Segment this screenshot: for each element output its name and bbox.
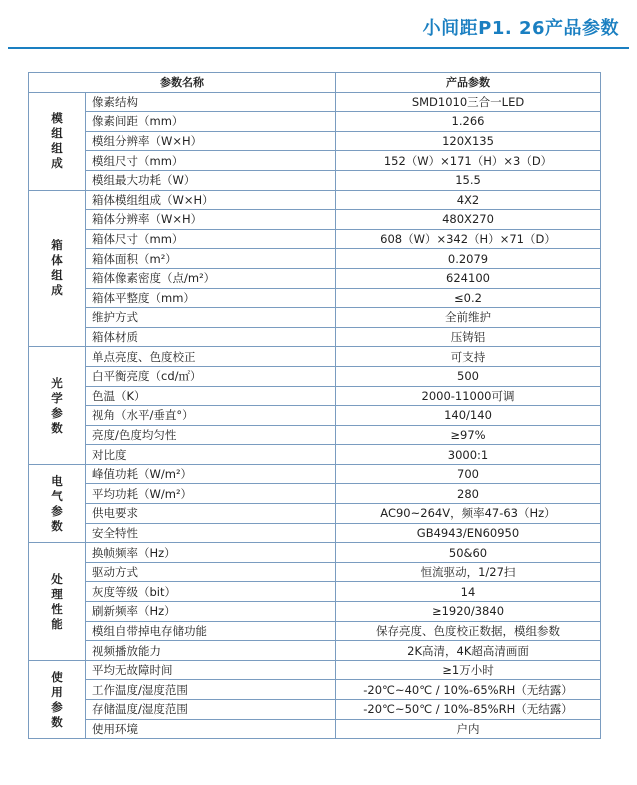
table-row [29,131,601,151]
param-name-cell: 箱体像素密度（点/m²） [86,268,336,288]
param-name-cell: 箱体面积（m²） [86,249,336,269]
header-param-name: 参数名称 [29,73,336,93]
param-name-cell: 白平衡亮度（cd/㎡） [86,366,336,386]
param-name-cell: 维护方式 [86,308,336,328]
table-row [29,327,601,347]
param-value-cell: ≥97% [336,425,601,445]
param-name-cell: 像素结构 [86,92,336,112]
param-value-cell: 压铸铝 [336,327,601,347]
table-row [29,308,601,328]
group-label-cell [29,464,86,542]
table-row [29,288,601,308]
param-value-cell: 120X135 [336,131,601,151]
param-name-cell: 驱动方式 [86,562,336,582]
param-name-cell: 亮度/色度均匀性 [86,425,336,445]
param-name-cell: 平均无故障时间 [86,660,336,680]
table-row [29,680,601,700]
param-value-cell: ≤0.2 [336,288,601,308]
param-name-cell: 视角（水平/垂直°） [86,406,336,426]
group-label: 光学参数 [51,375,63,435]
param-name-cell: 刷新频率（Hz） [86,602,336,622]
param-name-cell: 换帧频率（Hz） [86,543,336,563]
param-value-cell: 140/140 [336,406,601,426]
param-name-cell: 供电要求 [86,504,336,524]
header-product-param: 产品参数 [336,73,601,93]
group-label: 电气参数 [51,473,63,533]
table-row [29,112,601,132]
param-name-cell: 箱体模组组成（W×H） [86,190,336,210]
param-name-cell: 安全特性 [86,523,336,543]
param-name-cell: 色温（K） [86,386,336,406]
table-row [29,170,601,190]
group-label-cell [29,347,86,465]
param-name-cell: 视频播放能力 [86,641,336,661]
param-value-cell: 全前维护 [336,308,601,328]
spec-table-body [29,92,601,739]
param-value-cell: 608（W）×342（H）×71（D） [336,229,601,249]
param-value-cell: ≥1万小时 [336,660,601,680]
spec-table [28,72,601,739]
param-name-cell: 灰度等级（bit） [86,582,336,602]
group-label: 模组组成 [51,111,63,171]
param-value-cell: AC90~264V，频率47-63（Hz） [336,504,601,524]
title-divider [8,47,629,49]
param-value-cell: 3000:1 [336,445,601,465]
table-row [29,92,601,112]
table-row [29,700,601,720]
table-row [29,464,601,484]
param-value-cell: 可支持 [336,347,601,367]
table-header-row [29,73,601,93]
param-value-cell: 500 [336,366,601,386]
param-value-cell: -20℃~50℃ / 10%-85%RH（无结露） [336,700,601,720]
param-name-cell: 存储温度/湿度范围 [86,700,336,720]
group-label-cell [29,92,86,190]
param-name-cell: 单点亮度、色度校正 [86,347,336,367]
param-name-cell: 峰值功耗（W/m²） [86,464,336,484]
table-row [29,445,601,465]
group-label: 处理性能 [51,571,63,631]
param-value-cell: 50&60 [336,543,601,563]
param-value-cell: 恒流驱动，1/27扫 [336,562,601,582]
param-value-cell: 保存亮度、色度校正数据，模组参数 [336,621,601,641]
param-name-cell: 箱体尺寸（mm） [86,229,336,249]
group-label-cell [29,543,86,661]
table-row [29,386,601,406]
param-name-cell: 平均功耗（W/m²） [86,484,336,504]
param-value-cell: 户内 [336,719,601,739]
param-name-cell: 箱体平整度（mm） [86,288,336,308]
param-value-cell: 4X2 [336,190,601,210]
table-row [29,504,601,524]
group-label: 使用参数 [51,669,63,729]
param-value-cell: 0.2079 [336,249,601,269]
param-value-cell: 2K高清，4K超高清画面 [336,641,601,661]
param-value-cell: 624100 [336,268,601,288]
table-row [29,582,601,602]
table-row [29,425,601,445]
param-value-cell: 1.266 [336,112,601,132]
table-row [29,562,601,582]
param-value-cell: 480X270 [336,210,601,230]
group-label-cell [29,660,86,738]
param-name-cell: 模组尺寸（mm） [86,151,336,171]
table-row [29,151,601,171]
table-row [29,484,601,504]
group-label: 箱体组成 [51,238,63,298]
param-name-cell: 对比度 [86,445,336,465]
param-name-cell: 箱体分辨率（W×H） [86,210,336,230]
param-value-cell: 700 [336,464,601,484]
param-value-cell: 152（W）×171（H）×3（D） [336,151,601,171]
table-row [29,347,601,367]
page-title: 小间距P1. 26产品参数 [422,18,619,39]
table-row [29,210,601,230]
table-row [29,190,601,210]
param-name-cell: 像素间距（mm） [86,112,336,132]
table-row [29,249,601,269]
param-name-cell: 箱体材质 [86,327,336,347]
param-value-cell: -20℃~40℃ / 10%-65%RH（无结露） [336,680,601,700]
param-value-cell: 15.5 [336,170,601,190]
param-name-cell: 使用环境 [86,719,336,739]
table-row [29,719,601,739]
table-row [29,660,601,680]
param-value-cell: SMD1010三合一LED [336,92,601,112]
param-name-cell: 模组自带掉电存储功能 [86,621,336,641]
table-row [29,406,601,426]
param-value-cell: GB4943/EN60950 [336,523,601,543]
param-value-cell: 280 [336,484,601,504]
table-row [29,602,601,622]
param-name-cell: 模组最大功耗（W） [86,170,336,190]
table-row [29,641,601,661]
param-value-cell: ≥1920/3840 [336,602,601,622]
table-row [29,229,601,249]
table-row [29,621,601,641]
table-row [29,366,601,386]
table-row [29,543,601,563]
table-row [29,523,601,543]
table-row [29,268,601,288]
param-name-cell: 工作温度/湿度范围 [86,680,336,700]
param-value-cell: 2000-11000可调 [336,386,601,406]
param-value-cell: 14 [336,582,601,602]
param-name-cell: 模组分辨率（W×H） [86,131,336,151]
group-label-cell [29,190,86,347]
